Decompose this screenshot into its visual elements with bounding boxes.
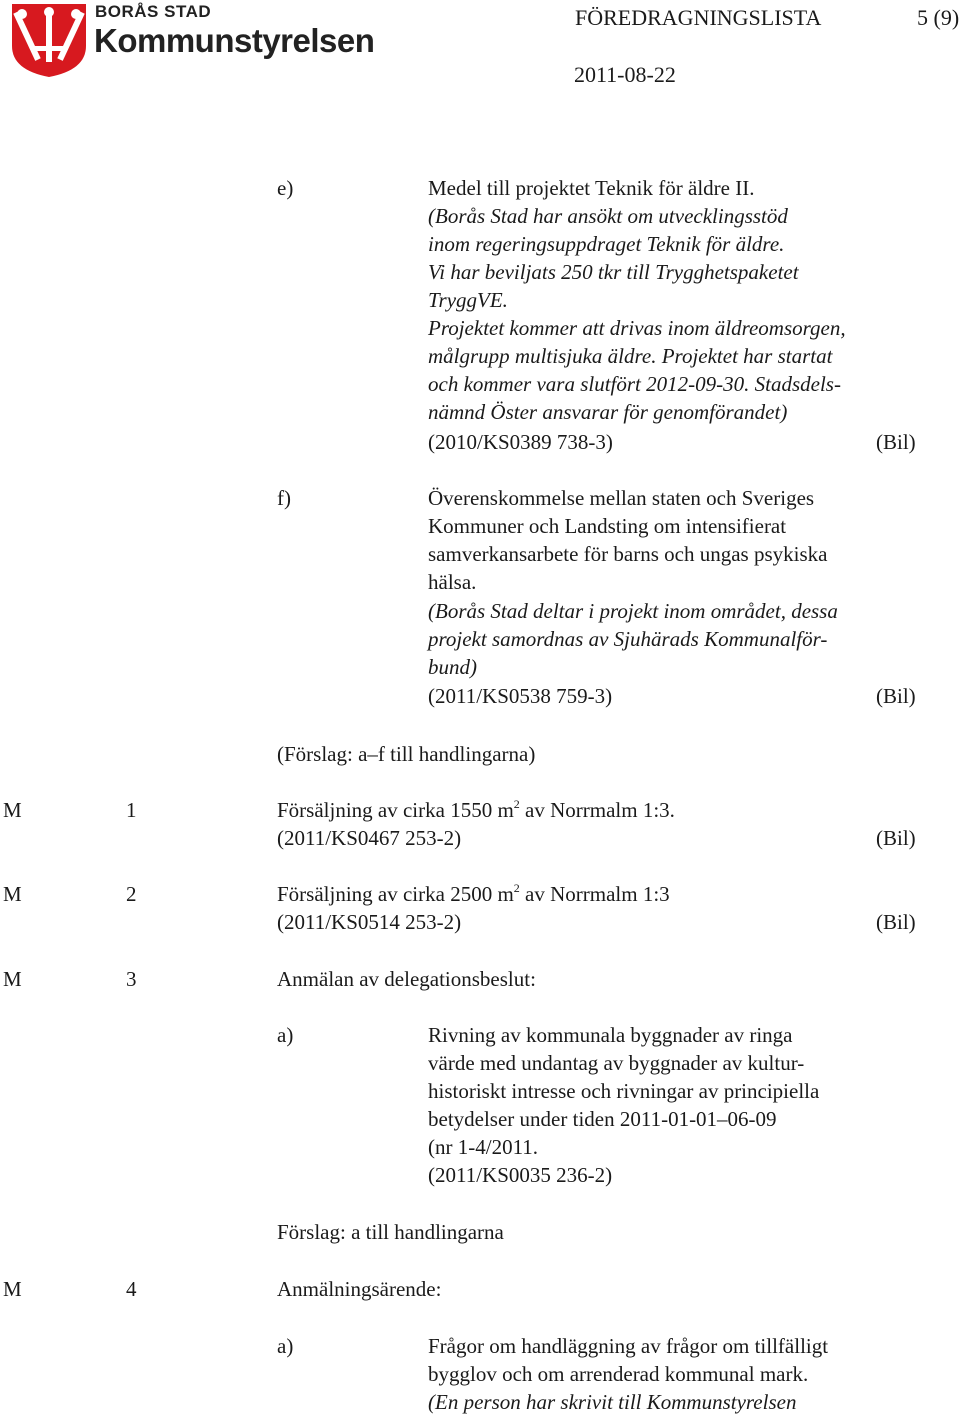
item-e-note-line: TryggVE. — [428, 288, 508, 312]
item-f-reference: (2011/KS0538 759-3) — [428, 684, 613, 708]
item-f-note-line: (Borås Stad deltar i projekt inom området, dessa — [428, 599, 838, 623]
m3-a-reference: (2011/KS0035 236-2) — [428, 1163, 613, 1187]
item-e-title: Medel till projektet Teknik för äldre II. — [428, 176, 755, 200]
item-f-letter: f) — [277, 486, 291, 510]
m4-marker: M — [3, 1277, 22, 1301]
m2-title: Försäljning av cirka 2500 $m^2$ av Norrmalm 1:3 — [277, 881, 670, 906]
item-f-attachment-link[interactable]: (Bil) — [876, 684, 916, 708]
m4-a-line: Frågor om handläggning av frågor om tillfälligt — [428, 1334, 829, 1358]
item-f-note-line: bund) — [428, 655, 477, 679]
page-number: 5 (9) — [917, 5, 960, 30]
m3-proposal: Förslag: a till handlingarna — [277, 1220, 504, 1244]
m1-marker: M — [3, 798, 22, 822]
brand-top-text: BORÅS STAD — [95, 2, 212, 21]
item-e-note-line: (Borås Stad har ansökt om utvecklingsstöd — [428, 204, 788, 228]
m1-number: 1 — [126, 798, 137, 822]
m3-a-line: (nr 1-4/2011. — [428, 1135, 539, 1159]
borås-stad-logo — [10, 2, 88, 78]
m4-a-note: (En person har skrivit till Kommunstyrelsen — [428, 1390, 797, 1414]
item-f-note-line: projekt samordnas av Sjuhärads Kommunalför- — [428, 627, 828, 651]
m2-reference: (2011/KS0514 253-2) — [277, 910, 462, 934]
item-e-reference: (2010/KS0389 738-3) — [428, 430, 613, 454]
m2-marker: M — [3, 882, 22, 906]
m3-a-line: historiskt intresse och rivningar av principiella — [428, 1079, 820, 1103]
item-e-note-line: inom regeringsuppdraget Teknik för äldre. — [428, 232, 785, 256]
m1-attachment-link[interactable]: (Bil) — [876, 826, 916, 850]
m2-number: 2 — [126, 882, 137, 906]
item-f-title-line: hälsa. — [428, 570, 477, 594]
m3-title: Anmälan av delegationsbeslut: — [277, 967, 536, 991]
m3-a-line: betydelser under tiden 2011-01-01–06-09 — [428, 1107, 777, 1131]
m3-a-line: värde med undantag av byggnader av kultur- — [428, 1051, 805, 1075]
document-date: 2011-08-22 — [574, 62, 676, 87]
item-f-title-line: samverkansarbete för barns och ungas psykiska — [428, 542, 828, 566]
m2-attachment-link[interactable]: (Bil) — [876, 910, 916, 934]
item-e-note-line: och kommer vara slutfört 2012-09-30. Stadsdels- — [428, 372, 841, 396]
item-e-note-line: Projektet kommer att drivas inom äldreomsorgen, — [428, 316, 846, 340]
m3-a-line: Rivning av kommunala byggnader av ringa — [428, 1023, 793, 1047]
m4-title: Anmälningsärende: — [277, 1277, 442, 1301]
m4-number: 4 — [126, 1277, 137, 1301]
m1-title: Försäljning av cirka 1550 $m^2$ av Norrmalm 1:3. — [277, 797, 675, 822]
brand-main-text: Kommunstyrelsen — [94, 22, 375, 59]
document-title: FÖREDRAGNINGSLISTA — [575, 5, 822, 30]
item-e-attachment-link[interactable]: (Bil) — [876, 430, 916, 454]
m4-a-line: bygglov och om arrenderad kommunal mark. — [428, 1362, 809, 1386]
item-f-title-line: Kommuner och Landsting om intensifierat — [428, 514, 787, 538]
m3-marker: M — [3, 967, 22, 991]
item-f-title-line: Överenskommelse mellan staten och Sveriges — [428, 486, 815, 510]
item-e-note-line: målgrupp multisjuka äldre. Projektet har startat — [428, 344, 833, 368]
m3-number: 3 — [126, 967, 137, 991]
item-e-letter: e) — [277, 176, 294, 200]
item-e-note-line: nämnd Öster ansvarar för genomförandet) — [428, 400, 788, 424]
m3-a-letter: a) — [277, 1023, 294, 1047]
m4-a-letter: a) — [277, 1334, 294, 1358]
item-e-note-line: Vi har beviljats 250 tkr till Trygghetspaketet — [428, 260, 799, 284]
m1-reference: (2011/KS0467 253-2) — [277, 826, 462, 850]
proposal-a-f: (Förslag: a–f till handlingarna) — [277, 742, 536, 766]
